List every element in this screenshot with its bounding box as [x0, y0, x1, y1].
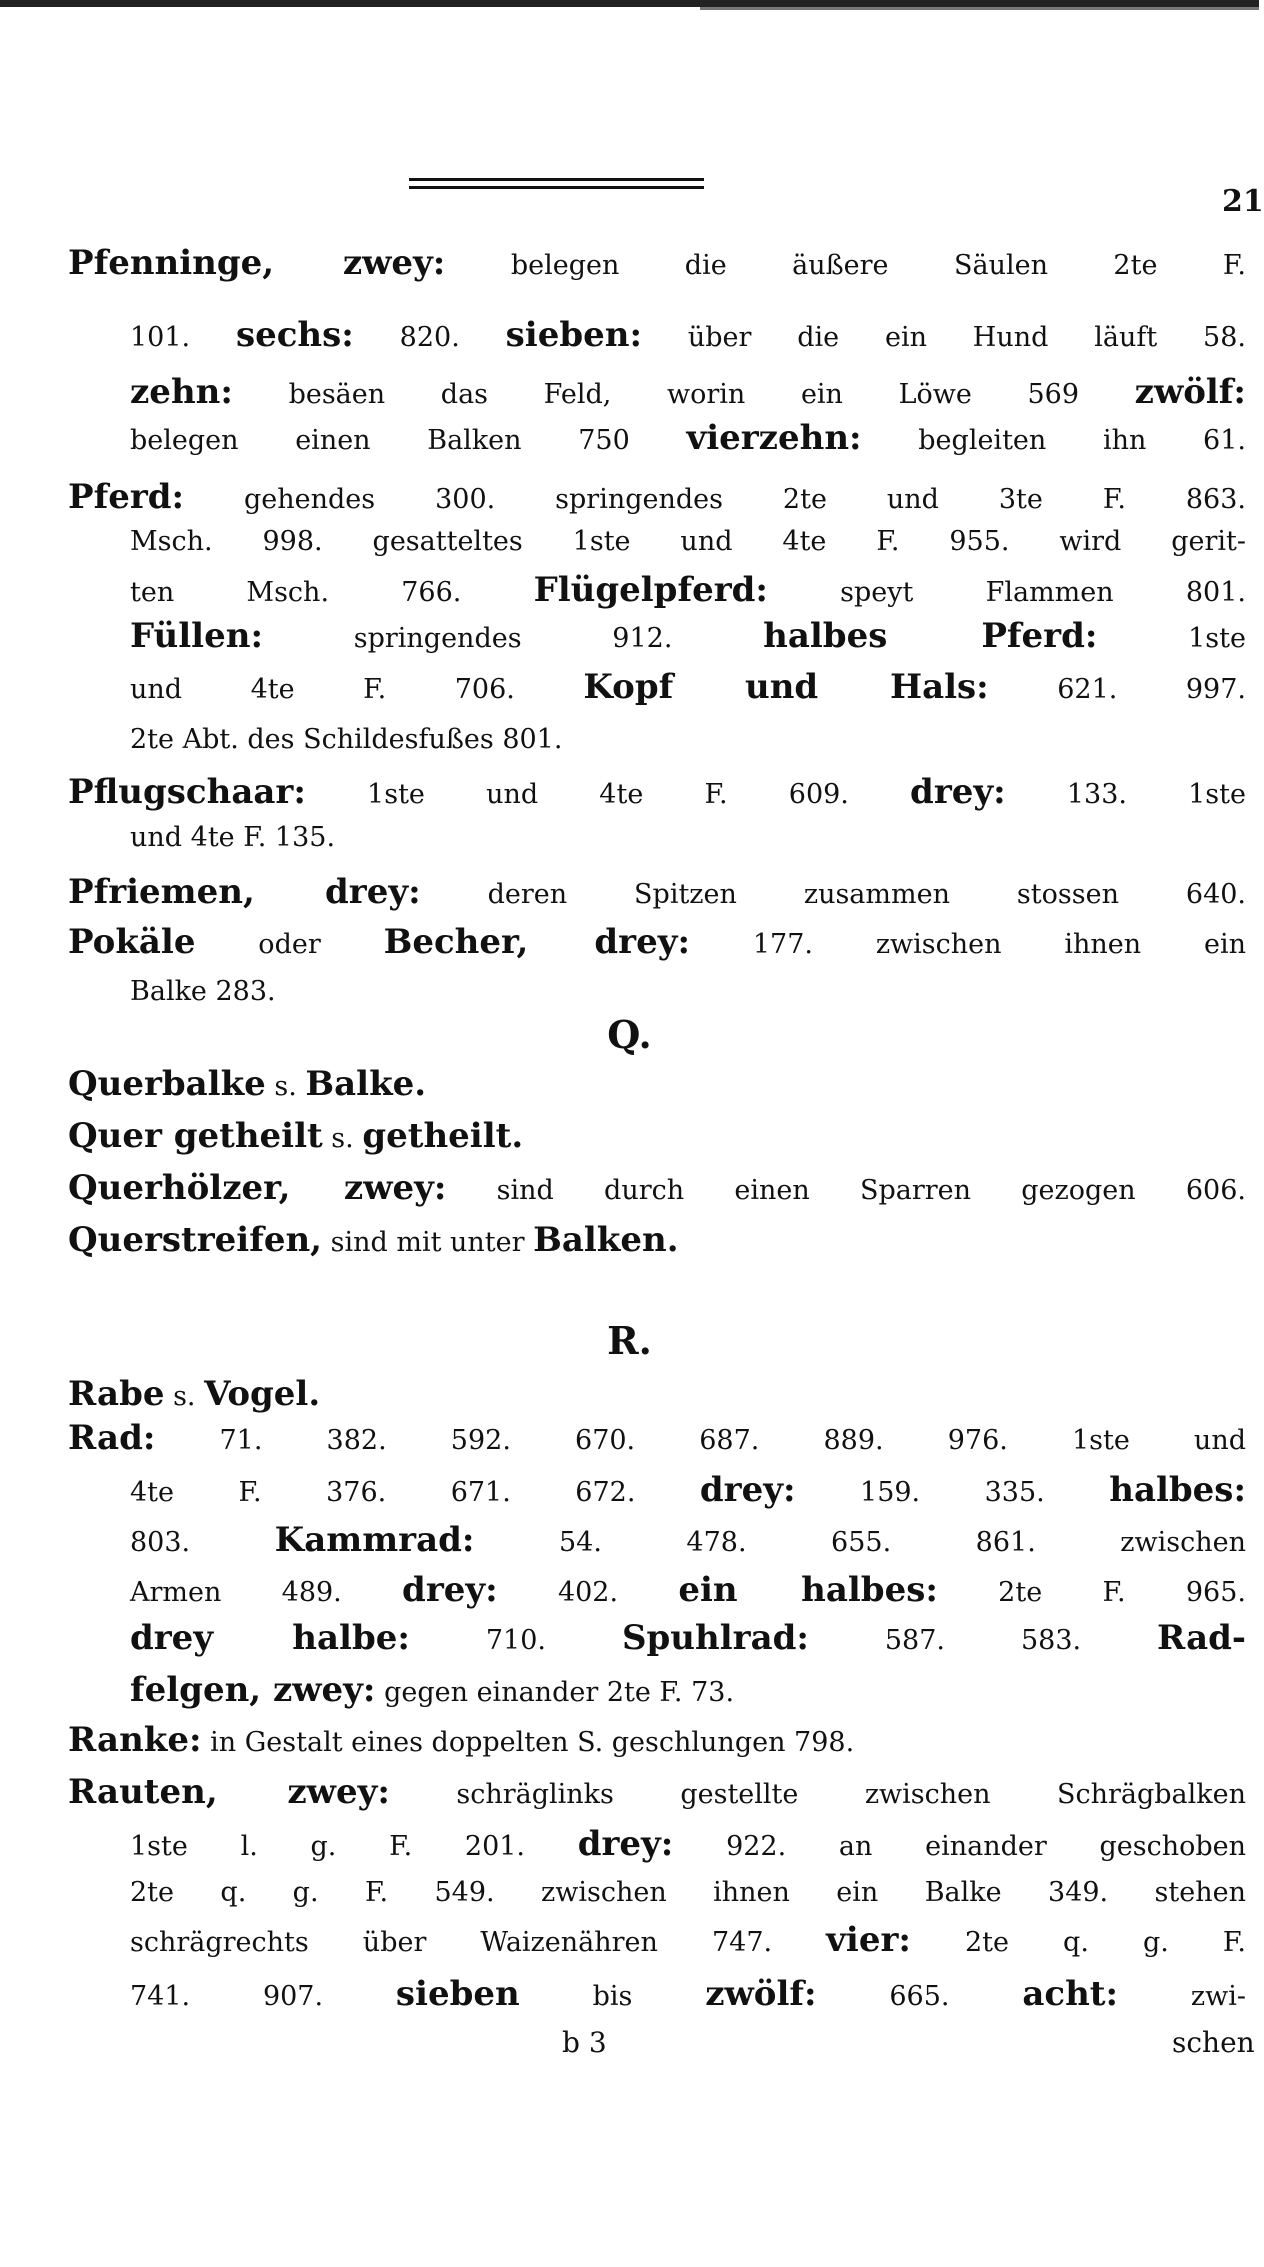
entry-text: deren Spitzen zusammen stossen 640. [420, 879, 1247, 910]
entry-text: sind mit unter [322, 1227, 534, 1258]
index-line [130, 570, 1246, 610]
entry-text: schrägrechts über Waizenähren 747. [130, 1927, 827, 1958]
index-line [68, 1374, 320, 1414]
headword: vier: [826, 1920, 911, 1960]
entry-text: über die ein Hund läuft 58. [642, 322, 1246, 353]
headword: Becher, drey: [383, 922, 691, 962]
entry-text: 621. 997. [988, 674, 1246, 705]
entry-text: springendes 912. [263, 623, 764, 654]
scan-edge [0, 0, 1259, 7]
index-line [130, 372, 1246, 412]
index-line [130, 1570, 1246, 1610]
index-line [68, 1064, 426, 1104]
index-line [130, 1873, 1246, 1913]
entry-text: belegen einen Balken 750 [130, 425, 687, 456]
headword: Pfenninge, zwey: [68, 243, 446, 283]
entry-text: 4te F. 376. 671. 672. [130, 1477, 700, 1508]
index-line [68, 1116, 523, 1156]
headword: drey: [910, 772, 1006, 812]
entry-text: s. [265, 1071, 306, 1102]
index-line [130, 1824, 1246, 1864]
headword: Pflugschaar: [68, 772, 306, 812]
index-line [68, 1220, 679, 1260]
index-line [130, 667, 1246, 707]
index-line [130, 818, 335, 858]
headword: drey: [699, 1470, 796, 1510]
entry-text: 803. [130, 1527, 275, 1558]
entry-text: besäen das Feld, worin ein Löwe 569 [232, 379, 1135, 410]
index-line [130, 1974, 1246, 2014]
entry-text: gehendes 300. springendes 2te und 3te F. 863. [184, 484, 1246, 515]
entry-text: 177. zwischen ihnen ein [690, 929, 1247, 960]
headword: halbes Pferd: [763, 616, 1098, 656]
entry-text: sind durch einen Sparren gezogen 606. [446, 1175, 1246, 1206]
headword: Pfriemen, drey: [68, 872, 421, 912]
entry-text: 1ste [1097, 623, 1246, 654]
entry-text: s. [322, 1123, 363, 1154]
entry-text: 1ste l. g. F. 201. [130, 1831, 578, 1862]
headword: Spuhlrad: [621, 1618, 809, 1658]
index-line [68, 243, 1246, 283]
headword: Vogel. [204, 1374, 321, 1414]
entry-text: speyt Flammen 801. [767, 577, 1246, 608]
headword: Rad- [1157, 1618, 1246, 1658]
entry-text: gegen einander 2te F. 73. [375, 1677, 735, 1708]
headword: felgen, zwey: [130, 1670, 376, 1710]
headword: zehn: [130, 372, 233, 412]
index-line [130, 720, 562, 760]
index-line [130, 616, 1246, 656]
catchword: schen [1172, 2026, 1255, 2059]
entry-text: 2te q. g. F. [910, 1927, 1246, 1958]
entry-text: 820. [353, 322, 506, 353]
entry-text: Balke 283. [130, 976, 276, 1007]
headword: Rad: [68, 1418, 156, 1458]
header-rule-bottom [409, 186, 704, 189]
entry-text: ten Msch. 766. [130, 577, 534, 608]
index-line [130, 1670, 734, 1710]
entry-text: in Gestalt eines doppelten S. geschlungen 798. [201, 1727, 855, 1758]
entry-text: oder [195, 929, 384, 960]
headword: ein halbes: [678, 1570, 938, 1610]
entry-text: begleiten ihn 61. [861, 425, 1246, 456]
headword: Ranke: [68, 1720, 202, 1760]
index-line [130, 1920, 1246, 1960]
section-letter-r: R. [607, 1318, 652, 1363]
entry-text: und 4te F. 706. [130, 674, 584, 705]
headword: Quer getheilt [68, 1116, 323, 1156]
index-line [68, 1720, 854, 1760]
entry-text: Msch. 998. gesatteltes 1ste und 4te F. 955. wird gerit- [130, 526, 1246, 557]
entry-text: 71. 382. 592. 670. 687. 889. 976. 1ste und [155, 1425, 1246, 1456]
headword: Rabe [68, 1374, 165, 1414]
headword: drey: [402, 1570, 498, 1610]
headword: Flügelpferd: [533, 570, 768, 610]
scan-edge-shadow [700, 7, 1259, 10]
entry-text: 587. 583. [808, 1625, 1158, 1656]
headword: Kammrad: [274, 1520, 475, 1560]
entry-text: 2te q. g. F. 549. zwischen ihnen ein Balke 349. stehen [130, 1877, 1246, 1908]
headword: Pokäle [68, 922, 196, 962]
headword: getheilt. [362, 1116, 524, 1156]
entry-text: 710. [409, 1625, 622, 1656]
entry-text: und 4te F. 135. [130, 822, 336, 853]
headword: zwölf: [705, 1974, 817, 2014]
headword: sechs: [235, 315, 354, 355]
entry-text: 922. an einander geschoben [673, 1831, 1246, 1862]
headword: Querbalke [68, 1064, 266, 1104]
headword: Rauten, zwey: [68, 1772, 390, 1812]
headword: Querhölzer, zwey: [68, 1168, 447, 1208]
entry-text: s. [164, 1381, 205, 1412]
entry-text: 54. 478. 655. 861. zwischen [474, 1527, 1246, 1558]
entry-text: 133. 1ste [1005, 779, 1246, 810]
headword: sieben [395, 1974, 520, 2014]
headword: drey halbe: [130, 1618, 410, 1658]
headword: Querstreifen, [68, 1220, 323, 1260]
index-line [68, 872, 1246, 912]
index-line [130, 1470, 1246, 1510]
headword: vierzehn: [686, 418, 862, 458]
index-line [68, 772, 1246, 812]
index-line [130, 1520, 1246, 1560]
headword: Füllen: [130, 616, 263, 656]
entry-text: 2te F. 965. [937, 1577, 1246, 1608]
entry-text: zwi- [1118, 1981, 1246, 2012]
index-line [130, 1618, 1246, 1658]
headword: zwölf: [1134, 372, 1246, 412]
headword: Balken. [533, 1220, 679, 1260]
section-letter-q: Q. [607, 1012, 652, 1057]
headword: Pferd: [68, 477, 185, 517]
page-number: 21 [1222, 184, 1264, 219]
index-line [130, 418, 1246, 458]
entry-text: 741. 907. [130, 1981, 396, 2012]
entry-text: Armen 489. [130, 1577, 403, 1608]
entry-text: 1ste und 4te F. 609. [305, 779, 911, 810]
index-line [68, 922, 1246, 962]
headword: Balke. [305, 1064, 427, 1104]
index-line [68, 477, 1246, 517]
index-line [130, 972, 276, 1012]
index-line [130, 522, 1246, 562]
entry-text: schräglinks gestellte zwischen Schrägbalken [389, 1779, 1247, 1810]
entry-text: 2te Abt. des Schildesfußes 801. [130, 724, 563, 755]
headword: halbes: [1109, 1470, 1246, 1510]
headword: Kopf und Hals: [583, 667, 989, 707]
index-line [68, 1168, 1246, 1208]
entry-text: 665. [816, 1981, 1023, 2012]
header-rule-top [409, 178, 704, 181]
index-line [130, 315, 1246, 355]
entry-text: 402. [497, 1577, 679, 1608]
entry-text: bis [519, 1981, 706, 2012]
index-line [68, 1418, 1246, 1458]
entry-text: belegen die äußere Säulen 2te F. [445, 250, 1246, 281]
signature-mark: b 3 [562, 2026, 607, 2059]
headword: sieben: [505, 315, 643, 355]
headword: acht: [1022, 1974, 1119, 2014]
entry-text: 159. 335. [795, 1477, 1110, 1508]
index-line [68, 1772, 1246, 1812]
headword: drey: [577, 1824, 674, 1864]
entry-text: 101. [130, 322, 236, 353]
